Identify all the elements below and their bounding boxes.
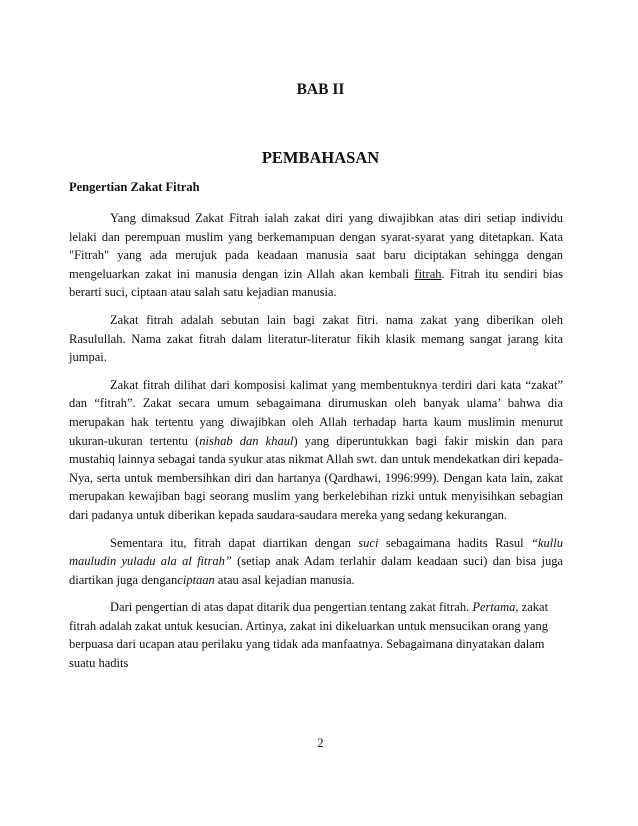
paragraph-4-text-end: atau asal kejadian manusia. xyxy=(214,572,355,587)
paragraph-4-text: Sementara itu, fitrah dapat diartikan dengan xyxy=(110,535,359,550)
paragraph-5 xyxy=(69,598,563,672)
paragraph-5-text: Dari pengertian di atas dapat ditarik dua pengertian tentang zakat fitrah. xyxy=(110,600,473,615)
paragraph-3-text-end: ) yang diperuntukkan bagi fakir miskin dan para mustahiq lainnya sebagai tanda syukur atas nikmat Allah swt. dan untuk mendekatkan diri kepada-Nya, serta untuk membersihkan diri dan hartanya (Qardhawi, 1996:999). Dengan kata lain, zakat merupakan kewajiban bagi seorang muslim yang berkelebihan rizki untuk menyisihkan sebagian dari padanya untuk diberikan kepada saudara-saudara mereka yang sedang kekurangan. xyxy=(69,433,564,522)
paragraph-2: Zakat fitrah adalah sebutan lain bagi zakat fitri. nama zakat yang diberikan oleh Rasulullah. Nama zakat fitrah dalam literatur-literatur fikih klasik memang sangat jarang kita jumpai. xyxy=(69,312,563,365)
page-number: 2 xyxy=(317,736,324,750)
chapter-heading: BAB II xyxy=(296,81,345,98)
paragraph-4 xyxy=(69,534,563,590)
paragraph-4-text-3: (setiap anak Adam terlahir dalam keadaan suci) dan bisa juga diartikan juga dengan xyxy=(69,554,563,587)
section-heading: Pengertian Zakat Fitrah xyxy=(69,180,200,194)
paragraph-1-text-end: . Fitrah itu sendiri bias berarti suci, ciptaan atau salah satu kejadian manusia. xyxy=(69,266,563,300)
fitrah-link[interactable]: fitrah xyxy=(414,266,442,281)
paragraph-3-text: Zakat fitrah dilihat dari komposisi kalimat yang membentuknya terdiri dari kata “zakat” dan “fitrah”. Zakat secara umum sebagaimana dirumuskan oleh banyak ulama’ bahwa dia merupakan hak tertentu yang diwajibkan oleh Allah terhadap harta kaum muslimin menurut ukuran-ukuran tertentu ( xyxy=(69,377,563,448)
paragraph-4-italic-ciptaan: ciptaan xyxy=(177,572,215,587)
paragraph-5-text-end: zakat fitrah adalah zakat untuk kesucian. Artinya, zakat ini dikeluarkan untuk mensucikan orang yang berpuasa dari ucapan atau perilaku yang tidak ada manfaatnya. Sebagaimana dinyatakan dalam suatu hadits xyxy=(69,600,549,671)
paragraph-4-italic-hadith: “kullu mauludin yuladu ala al fitrah” xyxy=(69,535,563,569)
paragraph-4-text-2: sebagaimana hadits Rasul xyxy=(378,535,532,550)
paragraph-1-text: Yang dimaksud Zakat Fitrah ialah zakat diri yang diwajibkan atas diri setiap individu lelaki dan perempuan muslim yang berkemampuan dengan syarat-syarat yang ditetapkan. Kata "Fitrah" yang ada merujuk pada keadaan manusia saat baru diciptakan sehingga dengan mengeluarkan zakat ini manusia dengan izin Allah akan kembali xyxy=(69,211,563,281)
paragraph-1 xyxy=(69,209,563,302)
paragraph-3-italic: nishab dan khaul xyxy=(199,433,294,448)
paragraph-5-italic: Pertama, xyxy=(472,600,519,615)
body-text xyxy=(69,209,563,682)
page-title: PEMBAHASAN xyxy=(261,148,380,167)
paragraph-3 xyxy=(69,376,563,525)
paragraph-4-italic-suci: suci xyxy=(358,535,379,550)
